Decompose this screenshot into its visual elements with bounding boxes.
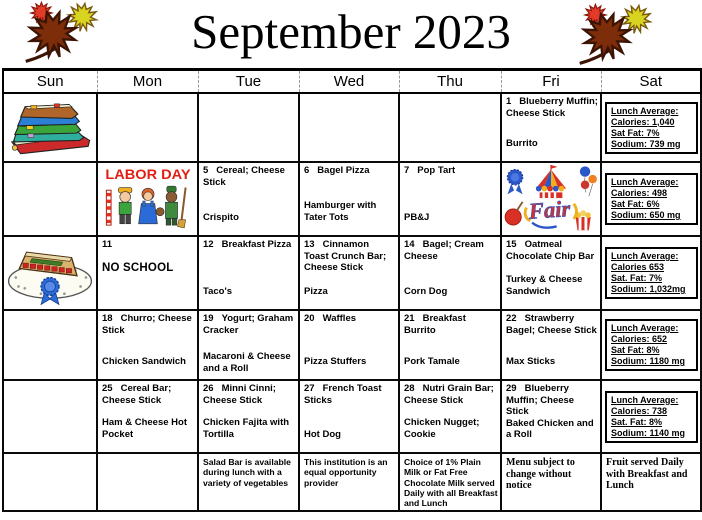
date-number: 28 [404, 383, 415, 394]
date-number: 27 [304, 383, 315, 394]
lunch-average-week2 [601, 162, 701, 236]
breakfast-item: Churro; Cheese Stick [102, 313, 192, 336]
nutrition-line: Sodium: 739 mg [611, 138, 681, 149]
lunch-item: Chicken Sandwich [102, 355, 186, 367]
menu-cell-sep-7 [399, 162, 501, 236]
breakfast-item: Oatmeal Chocolate Chip Bar [506, 239, 595, 262]
breakfast-item: Cereal; Cheese Stick [203, 165, 285, 188]
nutrition-line: Sodium: 1,032mg [611, 284, 686, 294]
note-salad-bar: Salad Bar is available during lunch with a variety of vegetables [198, 453, 299, 511]
breakfast-item: Blueberry Muffin; Cheese Stick [506, 383, 575, 417]
date-number: 13 [304, 239, 315, 250]
breakfast-item: Bagel; Cream Cheese [404, 239, 484, 262]
nutrition-box [605, 319, 698, 371]
day-header-mon: Mon [97, 70, 198, 94]
nutrition-line: Sodium: 1180 mg [611, 356, 686, 366]
empty-cell [3, 453, 97, 511]
day-header-row [3, 70, 701, 94]
lunch-item: Corn Dog [404, 285, 448, 297]
breakfast-item: Yogurt; Graham Cracker [203, 313, 294, 336]
nutrition-line: Lunch Average: [611, 251, 679, 261]
menu-cell-sep-12 [198, 236, 299, 310]
nutrition-line: Calories: 1,040 [611, 116, 675, 127]
lunch-item: Turkey & Cheese Sandwich [506, 274, 583, 297]
nutrition-line: Lunch Average: [611, 394, 679, 405]
menu-cell-sep-6 [299, 162, 399, 236]
nutrition-line: Sodium: 650 mg [611, 210, 681, 220]
menu-cell-sep-1 [501, 93, 601, 162]
nutrition-box [605, 247, 698, 299]
empty-cell [97, 93, 198, 162]
labor-day-icon [97, 162, 198, 236]
lunch-item: Crispito [203, 211, 239, 223]
autumn-leaves-icon [566, 3, 694, 74]
lunch-item: Taco's [203, 285, 233, 297]
nutrition-line: Lunch Average: [611, 105, 679, 116]
date-number: 22 [506, 313, 517, 324]
note-menu-subject-to-change: Menu subject to change without notice [501, 453, 601, 511]
empty-cell [3, 162, 97, 236]
lunch-item: Pizza [304, 285, 328, 297]
nutrition-box [605, 173, 698, 225]
county-fair-icon [501, 162, 601, 236]
nutrition-line: Calories: 498 [611, 188, 668, 198]
empty-cell [399, 93, 501, 162]
day-header-fri: Fri [501, 70, 601, 94]
date-number: 11 [102, 239, 113, 250]
date-number: 26 [203, 383, 214, 394]
menu-cell-sep-20 [299, 310, 399, 380]
note-fruit-served-daily: Fruit served Daily with Breakfast and Lunch [601, 453, 701, 511]
empty-cell [299, 93, 399, 162]
lunch-item: Baked Chicken and a Roll [506, 417, 594, 440]
nutrition-line: Calories: 738 [611, 405, 668, 416]
nutrition-line: Sodium: 1140 mg [611, 427, 686, 438]
nutrition-line: Lunch Average: [611, 323, 679, 333]
note-equal-opportunity: This institution is an equal opportunity provider [299, 453, 399, 511]
menu-cell-sep-26 [198, 380, 299, 453]
date-number: 21 [404, 313, 415, 324]
menu-cell-sep-27 [299, 380, 399, 453]
breakfast-item: Nutri Grain Bar; Cheese Stick [404, 383, 494, 406]
lunch-item: Pork Tamale [404, 355, 460, 367]
date-number: 12 [203, 239, 214, 250]
no-school-label: NO SCHOOL [102, 261, 174, 274]
date-number: 5 [203, 165, 209, 176]
lunch-item: PB&J [404, 211, 430, 223]
day-header-sat: Sat [601, 70, 701, 94]
empty-cell [97, 453, 198, 511]
nutrition-line: Sat Fat: 8% [611, 345, 660, 355]
nutrition-line: Sat Fat: 7% [611, 127, 660, 138]
breakfast-item: Blueberry Muffin; Cheese Stick [506, 96, 598, 119]
menu-cell-sep-25 [97, 380, 198, 453]
breakfast-item: Minni Cinni; Cheese Stick [203, 383, 276, 406]
lunch-item: Pizza Stuffers [304, 355, 367, 367]
day-header-wed: Wed [299, 70, 399, 94]
nutrition-line: Calories: 652 [611, 334, 668, 344]
breakfast-item: Cinnamon Toast Crunch Bar; Cheese Stick [304, 239, 387, 273]
nutrition-line: Sat Fat: 6% [611, 199, 660, 209]
menu-cell-sep-15 [501, 236, 601, 310]
lunch-average-week1 [601, 93, 701, 162]
lunch-item: Macaroni & Cheese and a Roll [203, 351, 291, 374]
lunch-item: Chicken Fajita with Tortilla [203, 417, 290, 440]
breakfast-item: Waffles [322, 313, 357, 324]
menu-cell-sep-18 [97, 310, 198, 380]
menu-cell-sep-21 [399, 310, 501, 380]
stadium-award-ribbon-icon [3, 236, 97, 310]
menu-cell-sep-19 [198, 310, 299, 380]
lunch-average-week4 [601, 310, 701, 380]
menu-cell-sep-29 [501, 380, 601, 453]
nutrition-line: Sat. Fat: 7% [611, 273, 663, 283]
menu-cell-sep-28 [399, 380, 501, 453]
date-number: 7 [404, 165, 410, 176]
nutrition-line: Calories 653 [611, 262, 665, 272]
nutrition-line: Lunch Average: [611, 177, 679, 187]
breakfast-item: Strawberry Bagel; Cheese Stick [506, 313, 597, 336]
calendar-table [2, 68, 702, 512]
date-number: 29 [506, 383, 517, 394]
menu-cell-sep-14 [399, 236, 501, 310]
date-number: 18 [102, 313, 113, 324]
lunch-average-week5 [601, 380, 701, 453]
date-number: 19 [203, 313, 214, 324]
lunch-average-week3 [601, 236, 701, 310]
nutrition-line: Sat. Fat: 8% [611, 416, 663, 427]
menu-cell-sep-22 [501, 310, 601, 380]
lunch-item: Hot Dog [304, 428, 341, 440]
empty-cell [198, 93, 299, 162]
empty-cell [3, 310, 97, 380]
labor-day-label: LABOR DAY [104, 165, 191, 182]
lunch-item: Max Sticks [506, 355, 556, 367]
breakfast-item: Cereal Bar; Cheese Stick [102, 383, 172, 406]
day-header-thu: Thu [399, 70, 501, 94]
breakfast-item: French Toast Sticks [304, 383, 382, 406]
date-number: 20 [304, 313, 315, 324]
day-header-tue: Tue [198, 70, 299, 94]
breakfast-item: Pop Tart [417, 165, 456, 176]
date-number: 25 [102, 383, 113, 394]
fair-script-text: Fair [527, 196, 572, 224]
date-number: 14 [404, 239, 415, 250]
lunch-item: Ham & Cheese Hot Pocket [102, 417, 187, 440]
autumn-leaves-icon [12, 1, 140, 72]
menu-cell-sep-13 [299, 236, 399, 310]
nutrition-box [605, 102, 698, 154]
page-title: September 2023 [191, 4, 511, 59]
breakfast-item: Breakfast Burrito [404, 313, 466, 336]
lunch-item: Chicken Nugget; Cookie [404, 417, 480, 440]
no-school-cell [97, 236, 198, 310]
day-header-sun: Sun [3, 70, 97, 94]
breakfast-item: Breakfast Pizza [221, 239, 292, 250]
menu-cell-sep-5 [198, 162, 299, 236]
note-milk-choice: Choice of 1% Plain Milk or Fat Free Chocolate Milk served Daily with all Breakfast and Lunch [399, 453, 501, 511]
date-number: 15 [506, 239, 517, 250]
date-number: 1 [506, 96, 512, 107]
date-number: 6 [304, 165, 310, 176]
breakfast-item: Bagel Pizza [317, 165, 370, 176]
lunch-item: Burrito [506, 137, 538, 149]
nutrition-box [605, 391, 698, 443]
lunch-item: Hamburger with Tater Tots [304, 200, 377, 223]
books-stack-icon [3, 93, 97, 162]
empty-cell [3, 380, 97, 453]
